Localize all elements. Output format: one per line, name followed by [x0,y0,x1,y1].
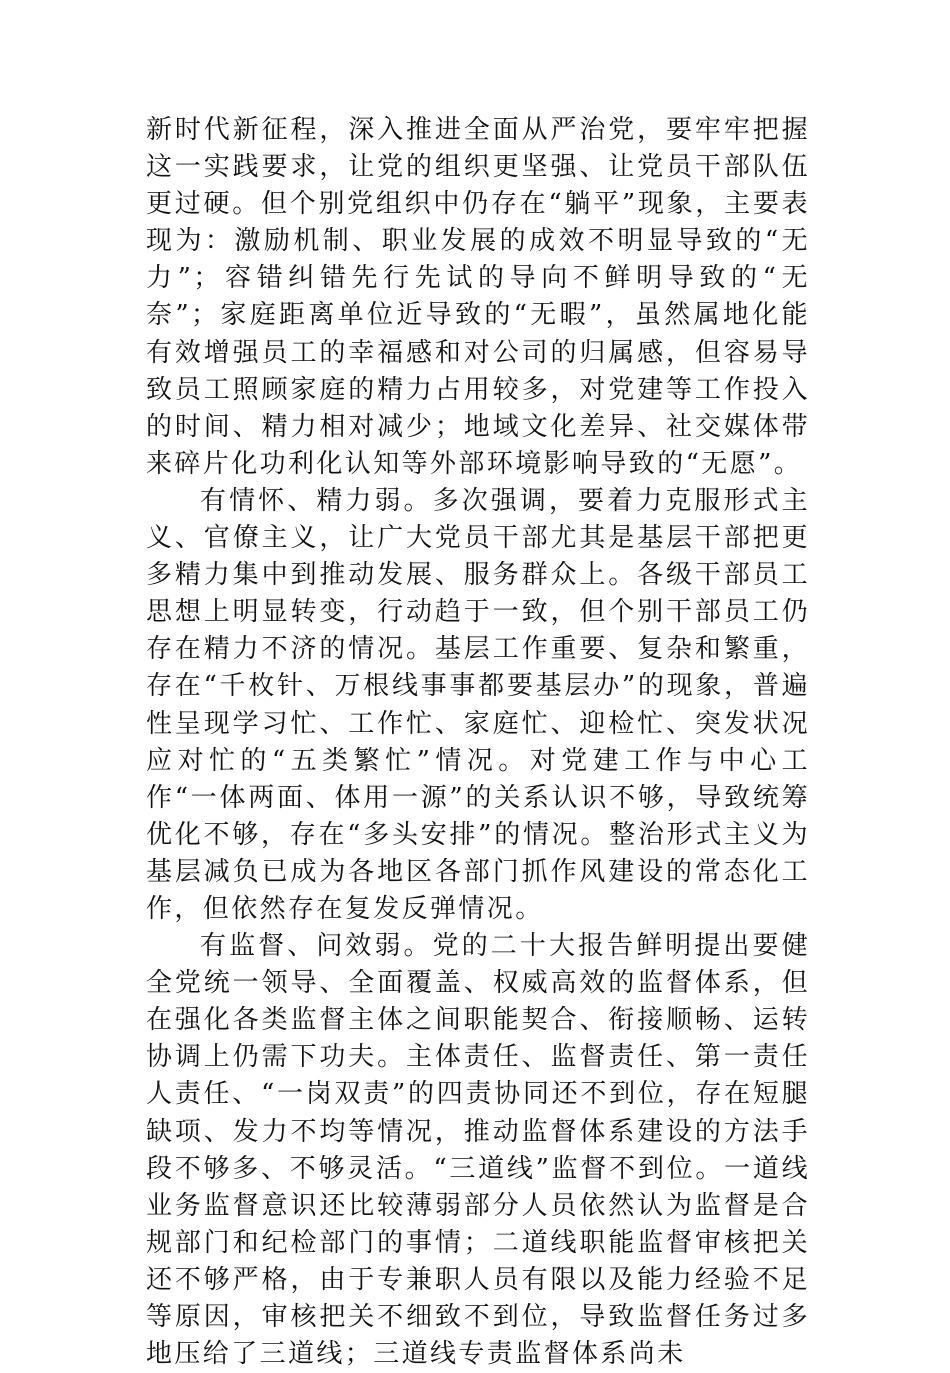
document-body [146,112,810,1373]
paragraph-energy: 有情怀、精力弱。多次强调，要着力克服形式主义、官僚主义，让广大党员干部尤其是基层干部把更多精力集中到推动发展、服务群众上。各级干部员工思想上明显转变，行动趋于一致，但个别干部员工仍存在精力不济的情况。基层工作重要、复杂和繁重，存在“千枚针、万根线事事都要基层办”的现象，普遍性呈现学习忙、工作忙、家庭忙、迎检忙、突发状况应对忙的“五类繁忙”情况。对党建工作与中心工作“一体两面、体用一源”的关系认识不够，导致统筹优化不够，存在“多头安排”的情况。整治形式主义为基层减负已成为各地区各部门抓作风建设的常态化工作，但依然存在复发反弹情况。 [146,485,810,924]
paragraph-intro: 新时代新征程，深入推进全面从严治党，要牢牢把握这一实践要求，让党的组织更坚强、让党员干部队伍更过硬。但个别党组织中仍存在“躺平”现象，主要表现为：激励机制、职业发展的成效不明显导致的“无力”；容错纠错先行先试的导向不鲜明导致的“无奈”；家庭距离单位近导致的“无暇”，虽然属地化能有效增强员工的幸福感和对公司的归属感，但容易导致员工照顾家庭的精力占用较多，对党建等工作投入的时间、精力相对减少；地域文化差异、社交媒体带来碎片化功利化认知等外部环境影响导致的“无愿”。 [146,115,810,479]
paragraph-supervision: 有监督、问效弱。党的二十大报告鲜明提出要健全党统一领导、全面覆盖、权威高效的监督体系，但在强化各类监督主体之间职能契合、衔接顺畅、运转协调上仍需下功夫。主体责任、监督责任、第一责任人责任、“一岗双责”的四责协同还不到位，存在短腿缺项、发力不均等情况，推动监督体系建设的方法手段不够多、不够灵活。“三道线”监督不到位。一道线业务监督意识还比较薄弱部分人员依然认为监督是合规部门和纪检部门的事情；二道线职能监督审核把关还不够严格，由于专兼职人员有限以及能力经验不足等原因，审核把关不细致不到位，导致监督任务过多地压给了三道线；三道线专责监督体系尚未 [146,931,810,1370]
